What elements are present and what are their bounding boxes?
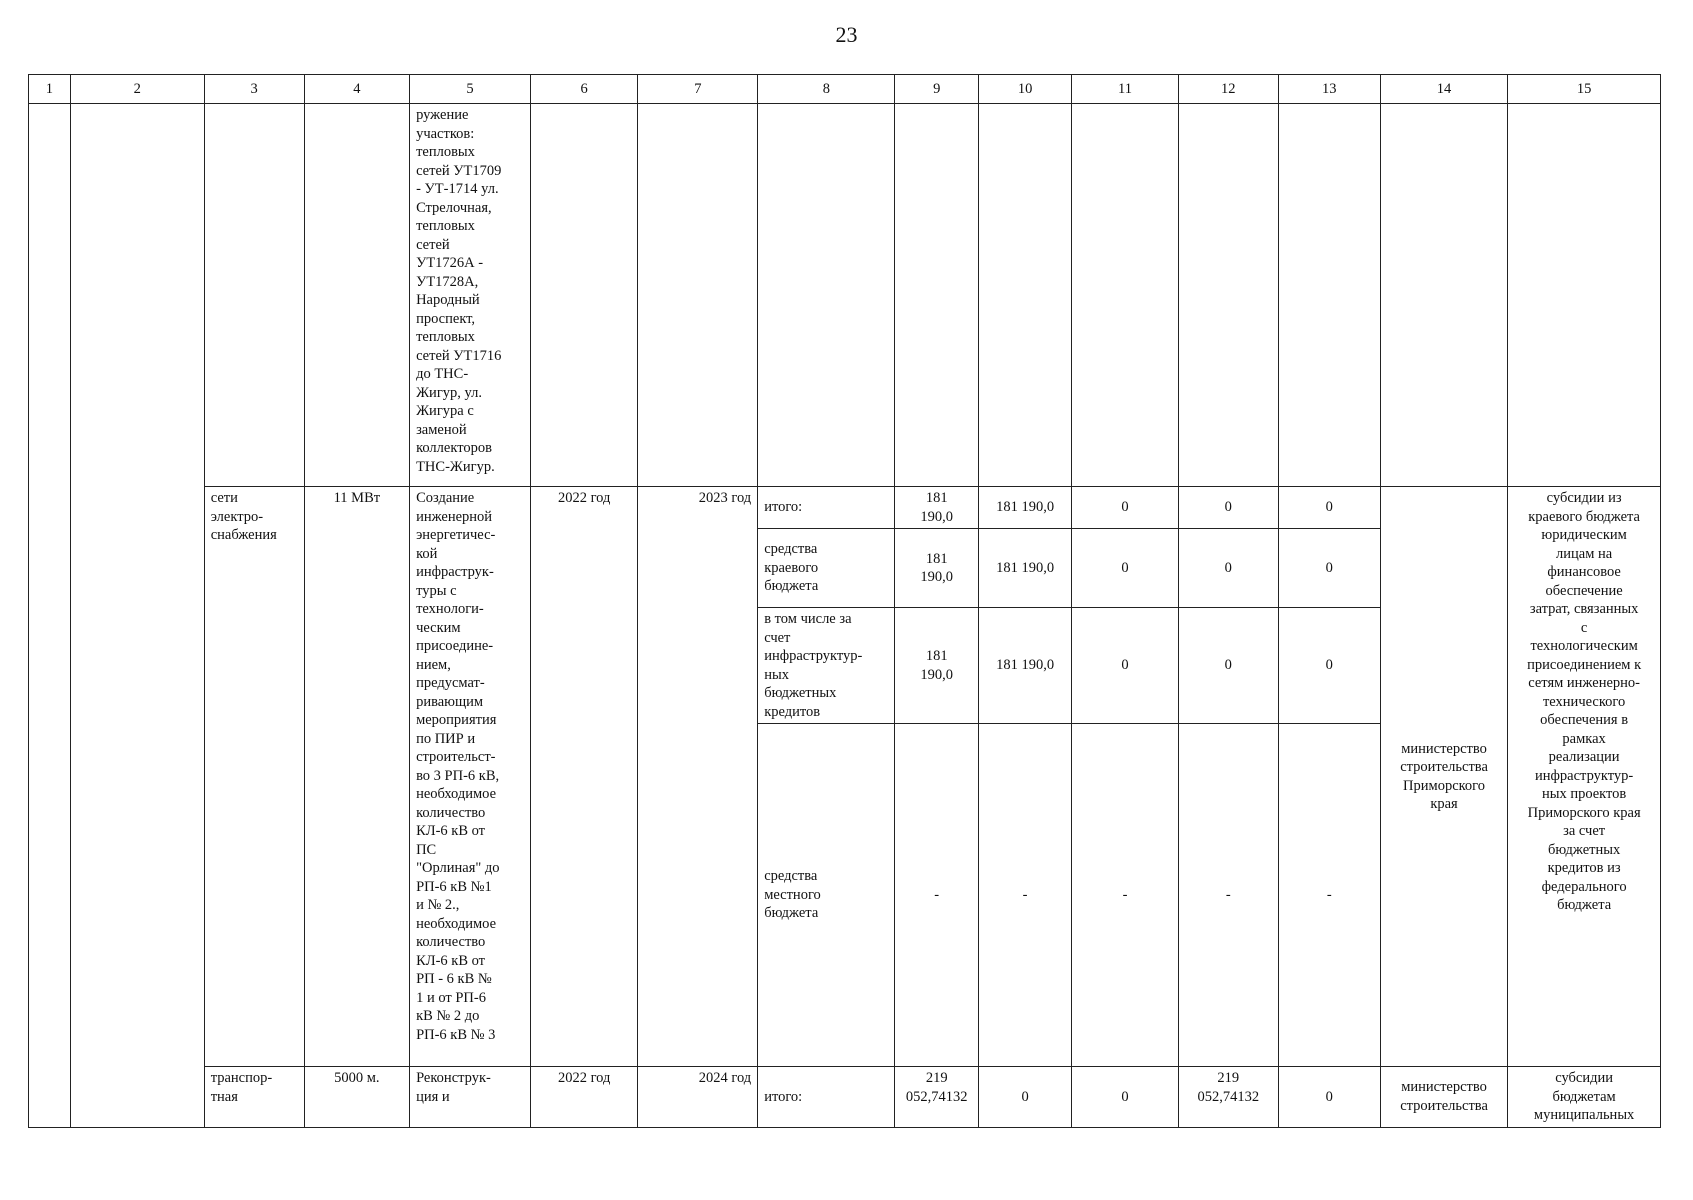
col-header-9: 9 — [895, 75, 978, 104]
cell-empty — [1072, 104, 1179, 487]
col-header-12: 12 — [1178, 75, 1278, 104]
amount-cell: 0 — [1278, 608, 1380, 724]
measure-description-cell: ружение участков: тепловых сетей УТ1709 - УТ-1714 ул. Стрелочная, тепловых сетей УТ1726А - УТ1728А, Народный проспект, тепловых сетей УТ1716 до ТНС- Жигур, ул. Жигура с заменой коллекторов ТНС-Жигур. — [410, 104, 531, 487]
funding-label-cell: итого: — [758, 487, 895, 529]
program-table — [28, 74, 1661, 1128]
amount-cell: 0 — [1178, 608, 1278, 724]
support-form-cell: субсидии бюджетам муниципальных — [1508, 1067, 1661, 1128]
col-header-15: 15 — [1508, 75, 1661, 104]
col-header-4: 4 — [304, 75, 409, 104]
amount-cell: 0 — [1072, 608, 1179, 724]
col-header-6: 6 — [530, 75, 638, 104]
end-year-cell: 2023 год — [638, 487, 758, 1067]
amount-cell: 219 052,74132 — [895, 1067, 978, 1128]
amount-cell: - — [1072, 724, 1179, 1067]
cell-empty — [304, 104, 409, 487]
capacity-cell: 11 МВт — [304, 487, 409, 1067]
amount-cell: 0 — [1072, 1067, 1179, 1128]
amount-cell: - — [895, 724, 978, 1067]
amount-cell: 0 — [1072, 487, 1179, 529]
col-header-7: 7 — [638, 75, 758, 104]
amount-cell: 0 — [978, 1067, 1071, 1128]
funding-label-cell: в том числе за счет инфраструктур- ных бюджетных кредитов — [758, 608, 895, 724]
col-header-2: 2 — [70, 75, 204, 104]
page-number: 23 — [835, 22, 858, 47]
start-year-cell: 2022 год — [530, 487, 638, 1067]
cell-empty — [1380, 104, 1507, 487]
amount-cell: 219 052,74132 — [1178, 1067, 1278, 1128]
cell-empty — [758, 104, 895, 487]
cell-col2-empty — [70, 104, 204, 1128]
amount-cell: 181 190,0 — [978, 608, 1071, 724]
start-year-cell: 2022 год — [530, 1067, 638, 1128]
responsible-executor-cell: министерство строительства — [1380, 1067, 1507, 1128]
responsible-executor-cell: министерство строительства Приморского края — [1380, 487, 1507, 1067]
amount-cell: 181 190,0 — [895, 608, 978, 724]
cell-empty — [530, 104, 638, 487]
col-header-14: 14 — [1380, 75, 1507, 104]
table-row — [29, 487, 1661, 529]
amount-cell: - — [1178, 724, 1278, 1067]
cell-empty — [978, 104, 1071, 487]
measure-description-cell: Реконструк- ция и — [410, 1067, 531, 1128]
funding-label-cell: итого: — [758, 1067, 895, 1128]
support-form-cell: субсидии из краевого бюджета юридическим лицам на финансовое обеспечение затрат, связанных с технологическим присоединением к сетям инженерно- технического обеспечения в рамках реализации инфраструктур- ных проектов Приморского края за счет бюджетных кредитов из федерального бюджета — [1508, 487, 1661, 1067]
measure-description-cell: Создание инженерной энергетичес- кой инфраструк- туры с технологи- ческим присоедине- нием, предусмат- ривающим мероприятия по ПИР и строительст- во 3 РП-6 кВ, необходимое количество КЛ-6 кВ от ПС "Орлиная" до РП-6 кВ №1 и № 2., необходимое количество КЛ-6 кВ от РП - 6 кВ № 1 и от РП-6 кВ № 2 до РП-6 кВ № 3 — [410, 487, 531, 1067]
amount-cell: 181 190,0 — [895, 487, 978, 529]
amount-cell: 181 190,0 — [978, 487, 1071, 529]
amount-cell: - — [978, 724, 1071, 1067]
col-header-5: 5 — [410, 75, 531, 104]
column-number-row — [29, 75, 1661, 104]
amount-cell: 0 — [1278, 487, 1380, 529]
amount-cell: 181 190,0 — [978, 529, 1071, 608]
amount-cell: 181 190,0 — [895, 529, 978, 608]
col-header-13: 13 — [1278, 75, 1380, 104]
cell-col1-empty — [29, 104, 71, 1128]
cell-empty — [1508, 104, 1661, 487]
col-header-8: 8 — [758, 75, 895, 104]
cell-empty — [204, 104, 304, 487]
capacity-cell: 5000 м. — [304, 1067, 409, 1128]
infrastructure-type-cell: сети электро- снабжения — [204, 487, 304, 1067]
amount-cell: 0 — [1278, 1067, 1380, 1128]
amount-cell: 0 — [1178, 487, 1278, 529]
amount-cell: 0 — [1278, 529, 1380, 608]
col-header-3: 3 — [204, 75, 304, 104]
funding-label-cell: средства местного бюджета — [758, 724, 895, 1067]
end-year-cell: 2024 год — [638, 1067, 758, 1128]
table-row — [29, 104, 1661, 487]
cell-empty — [1278, 104, 1380, 487]
amount-cell: 0 — [1178, 529, 1278, 608]
funding-label-cell: средства краевого бюджета — [758, 529, 895, 608]
col-header-11: 11 — [1072, 75, 1179, 104]
cell-empty — [1178, 104, 1278, 487]
col-header-1: 1 — [29, 75, 71, 104]
amount-cell: - — [1278, 724, 1380, 1067]
cell-empty — [895, 104, 978, 487]
col-header-10: 10 — [978, 75, 1071, 104]
infrastructure-type-cell: транспор- тная — [204, 1067, 304, 1128]
table-row — [29, 1067, 1661, 1128]
cell-empty — [638, 104, 758, 487]
amount-cell: 0 — [1072, 529, 1179, 608]
